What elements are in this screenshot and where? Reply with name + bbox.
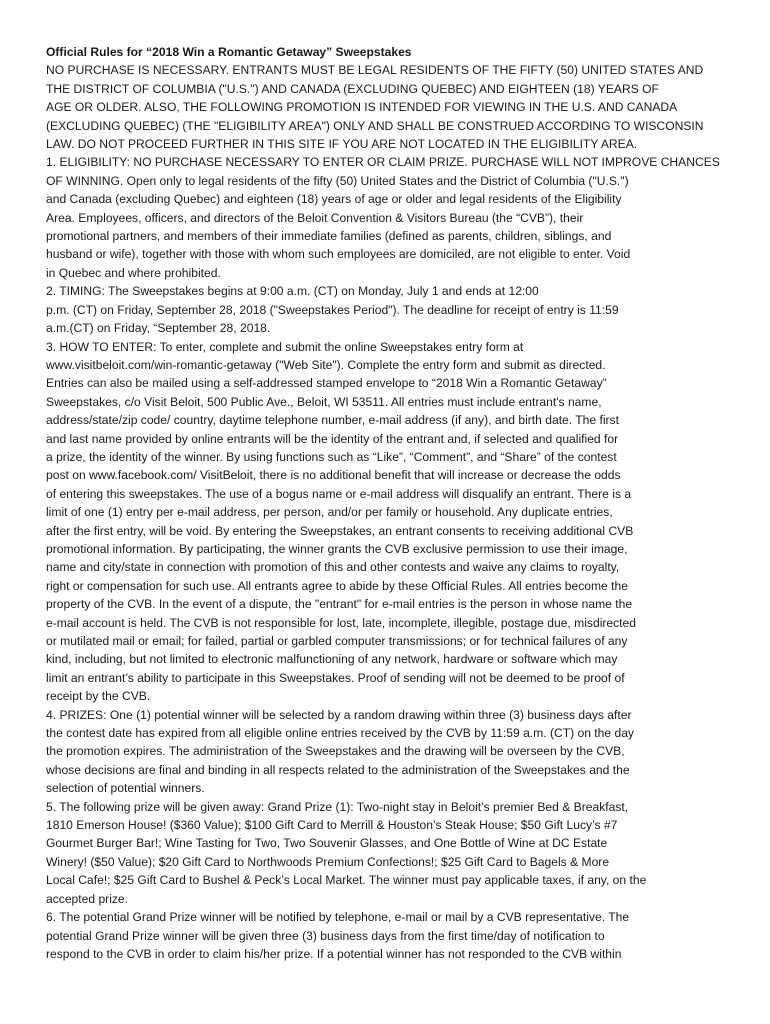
section-notification (46, 908, 748, 963)
text-line: promotional information. By participating, the winner grants the CVB exclusive permission to use their image, (46, 541, 628, 556)
text-line: Sweepstakes, c/o Visit Beloit, 500 Public Ave., Beloit, WI 53511. All entries must include entrant's name, (46, 394, 602, 409)
text-line: a.m.(CT) on Friday, “September 28, 2018. (46, 321, 271, 336)
text-line: OF WINNING. Open only to legal residents of the fifty (50) United States and the District of Columbia ("U.S.") (46, 173, 629, 188)
text-line: and last name provided by online entrants will be the identity of the entrant and, if selected and qualified for (46, 431, 619, 446)
text-line: in Quebec and where prohibited. (46, 265, 221, 280)
text-line: 5. The following prize will be given away: Grand Prize (1): Two-night stay in Beloit’s premier Bed & Breakfast, (46, 799, 629, 814)
text-line: property of the CVB. In the event of a dispute, the "entrant" for e-mail entries is the person in whose name the (46, 597, 633, 612)
text-line: the promotion expires. The administration of the Sweepstakes and the drawing will be overseen by the CVB, (46, 744, 625, 759)
text-line: respond to the CVB in order to claim his/her prize. If a potential winner has not responded to the CVB within (46, 946, 622, 961)
text-line: Entries can also be mailed using a self-addressed stamped envelope to “2018 Win a Romantic Getaway” (46, 376, 607, 391)
text-line: (EXCLUDING QUEBEC) (THE "ELIGIBILITY AREA") ONLY AND SHALL BE CONSTRUED ACCORDING TO WISCONSIN (46, 118, 704, 133)
section-prizes (46, 706, 748, 798)
text-line: and Canada (excluding Quebec) and eighteen (18) years of age or older and legal residents of the Eligibility (46, 192, 622, 207)
text-line: 1. ELIGIBILITY: NO PURCHASE NECESSARY TO ENTER OR CLAIM PRIZE. PURCHASE WILL NOT IMPROVE CHANCES (46, 155, 720, 170)
text-line: www.visitbeloit.com/win-romantic-getaway ("Web Site"). Complete the entry form and submit as directed. (46, 357, 606, 372)
text-line: Winery! ($50 Value); $20 Gift Card to Northwoods Premium Confections!; $25 Gift Card to Bagels & More (46, 854, 610, 869)
text-line: of entering this sweepstakes. The use of a bogus name or e-mail address will disqualify an entrant. There is a (46, 486, 632, 501)
text-line: 2. TIMING: The Sweepstakes begins at 9:00 a.m. (CT) on Monday, July 1 and ends at 12:00 (46, 284, 539, 299)
text-line: receipt by the CVB. (46, 689, 151, 704)
text-line: whose decisions are final and binding in all respects related to the administration of the Sweepstakes and the (46, 762, 630, 777)
text-line: name and city/state in connection with promotion of this and other contests and waive any claims to royalty, (46, 560, 620, 575)
text-line: right or compensation for such use. All entrants agree to abide by these Official Rules. All entries become the (46, 578, 628, 593)
text-line: address/state/zip code/ country, daytime telephone number, e-mail address (if any), and birth date. The first (46, 413, 619, 428)
text-line: Area. Employees, officers, and directors of the Beloit Convention & Visitors Bureau (the “CVB”), their (46, 210, 584, 225)
text-line: Local Cafe!; $25 Gift Card to Bushel & Peck’s Local Market. The winner must pay applicable taxes, if any, on the (46, 873, 647, 888)
intro-notice (46, 61, 748, 153)
text-line: Gourmet Burger Bar!; Wine Tasting for Two, Two Souvenir Glasses, and One Bottle of Wine at DC Estate (46, 836, 608, 851)
text-line: 6. The potential Grand Prize winner will be notified by telephone, e-mail or mail by a CVB representative. The (46, 910, 630, 925)
text-line: 3. HOW TO ENTER: To enter, complete and submit the online Sweepstakes entry form at (46, 339, 524, 354)
text-line: after the first entry, will be void. By entering the Sweepstakes, an entrant consents to receiving additional CVB (46, 523, 634, 538)
text-line: the contest date has expired from all eligible online entries received by the CVB by 11:59 a.m. (CT) on the day (46, 726, 634, 741)
text-line: accepted prize. (46, 891, 129, 906)
text-line: limit an entrant’s ability to participate in this Sweepstakes. Proof of sending will not be deemed to be proof of (46, 670, 625, 685)
document-body (46, 61, 748, 963)
text-line: AGE OR OLDER. ALSO, THE FOLLOWING PROMOTION IS INTENDED FOR VIEWING IN THE U.S. AND CANADA (46, 100, 678, 115)
text-line: kind, including, but not limited to electronic malfunctioning of any network, hardware or software which may (46, 652, 618, 667)
text-line: 4. PRIZES: One (1) potential winner will be selected by a random drawing within three (3) business days after (46, 707, 632, 722)
text-line: selection of potential winners. (46, 781, 205, 796)
section-prize-list (46, 798, 748, 908)
text-line: 1810 Emerson House! ($360 Value); $100 Gift Card to Merrill & Houston’s Steak House; $50 Gift Lucy’s #7 (46, 818, 618, 833)
text-line: p.m. (CT) on Friday, September 28, 2018 ("Sweepstakes Period"). The deadline for receipt of entry is 11:59 (46, 302, 619, 317)
text-line: post on www.facebook.com/ VisitBeloit, there is no additional benefit that will increase or decrease the odds (46, 468, 621, 483)
text-line: potential Grand Prize winner will be given three (3) business days from the first time/day of notification to (46, 928, 605, 943)
section-how-to-enter (46, 338, 748, 706)
text-line: THE DISTRICT OF COLUMBIA ("U.S.") AND CANADA (EXCLUDING QUEBEC) AND EIGHTEEN (18) YEARS OF (46, 81, 659, 96)
text-line: e-mail account is held. The CVB is not responsible for lost, late, incomplete, illegible, postage due, misdirected (46, 615, 636, 630)
text-line: NO PURCHASE IS NECESSARY. ENTRANTS MUST BE LEGAL RESIDENTS OF THE FIFTY (50) UNITED STATES AND (46, 63, 704, 78)
text-line: a prize, the identity of the winner. By using functions such as “Like”, “Comment”, and “Share” of the contest (46, 449, 617, 464)
text-line: limit of one (1) entry per e-mail address, per person, and/or per family or household. Any duplicate entries, (46, 505, 613, 520)
text-line: or mutilated mail or email; for failed, partial or garbled computer transmissions; or for technical failures of any (46, 634, 628, 648)
text-line: promotional partners, and members of their immediate families (defined as parents, children, siblings, and (46, 229, 612, 244)
section-timing (46, 282, 748, 337)
text-line: LAW. DO NOT PROCEED FURTHER IN THIS SITE IF YOU ARE NOT LOCATED IN THE ELIGIBILITY AREA. (46, 137, 638, 152)
section-eligibility (46, 153, 748, 282)
document-title: Official Rules for “2018 Win a Romantic Getaway” Sweepstakes (46, 45, 412, 59)
text-line: husband or wife), together with those with whom such employees are domiciled, are not eligible to enter. Void (46, 247, 631, 262)
